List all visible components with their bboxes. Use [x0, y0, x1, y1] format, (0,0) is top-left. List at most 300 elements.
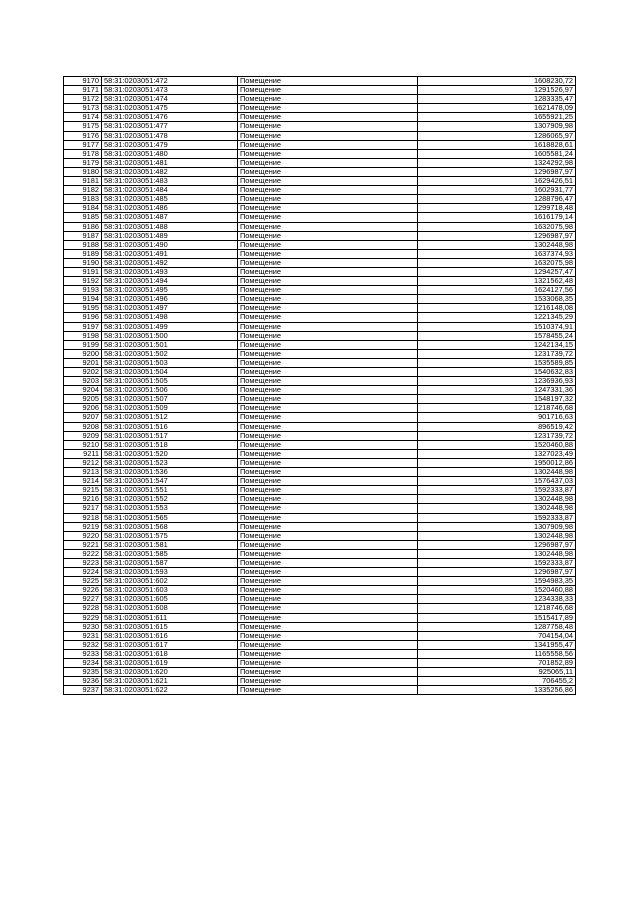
object-type-cell: Помещение [238, 659, 418, 668]
object-type-cell: Помещение [238, 631, 418, 640]
row-number-cell: 9191 [64, 267, 102, 276]
table-row [64, 358, 576, 367]
row-number-cell: 9232 [64, 640, 102, 649]
object-type-cell: Помещение [238, 95, 418, 104]
object-type-cell: Помещение [238, 595, 418, 604]
object-type-cell: Помещение [238, 558, 418, 567]
row-number-cell: 9197 [64, 322, 102, 331]
cadastral-number-cell: 58:31:0203051:502 [102, 349, 238, 358]
row-number-cell: 9172 [64, 95, 102, 104]
table-row [64, 668, 576, 677]
cadastral-value-cell: 706455,2 [418, 677, 576, 686]
object-type-cell: Помещение [238, 377, 418, 386]
row-number-cell: 9179 [64, 158, 102, 167]
table-row [64, 386, 576, 395]
table-row [64, 558, 576, 567]
row-number-cell: 9215 [64, 486, 102, 495]
table-row [64, 568, 576, 577]
row-number-cell: 9174 [64, 113, 102, 122]
object-type-cell: Помещение [238, 86, 418, 95]
table-row [64, 313, 576, 322]
row-number-cell: 9175 [64, 122, 102, 131]
cadastral-value-cell: 1324292,98 [418, 158, 576, 167]
row-number-cell: 9214 [64, 477, 102, 486]
table-row [64, 249, 576, 258]
object-type-cell: Помещение [238, 568, 418, 577]
row-number-cell: 9193 [64, 286, 102, 295]
object-type-cell: Помещение [238, 540, 418, 549]
table-row [64, 331, 576, 340]
table-row [64, 167, 576, 176]
cadastral-number-cell: 58:31:0203051:479 [102, 140, 238, 149]
row-number-cell: 9210 [64, 440, 102, 449]
cadastral-number-cell: 58:31:0203051:499 [102, 322, 238, 331]
table-row [64, 295, 576, 304]
table-row [64, 613, 576, 622]
cadastral-number-cell: 58:31:0203051:602 [102, 577, 238, 586]
cadastral-value-cell: 1231739,72 [418, 431, 576, 440]
row-number-cell: 9224 [64, 568, 102, 577]
cadastral-number-cell: 58:31:0203051:475 [102, 104, 238, 113]
cadastral-number-cell: 58:31:0203051:615 [102, 622, 238, 631]
row-number-cell: 9221 [64, 540, 102, 549]
cadastral-number-cell: 58:31:0203051:568 [102, 522, 238, 531]
cadastral-number-cell: 58:31:0203051:503 [102, 358, 238, 367]
cadastral-number-cell: 58:31:0203051:483 [102, 177, 238, 186]
object-type-cell: Помещение [238, 686, 418, 695]
table-row [64, 368, 576, 377]
cadastral-value-table [63, 76, 576, 695]
table-row [64, 531, 576, 540]
object-type-cell: Помещение [238, 386, 418, 395]
row-number-cell: 9205 [64, 395, 102, 404]
cadastral-number-cell: 58:31:0203051:581 [102, 540, 238, 549]
cadastral-number-cell: 58:31:0203051:593 [102, 568, 238, 577]
cadastral-number-cell: 58:31:0203051:551 [102, 486, 238, 495]
table-row [64, 122, 576, 131]
object-type-cell: Помещение [238, 104, 418, 113]
row-number-cell: 9183 [64, 195, 102, 204]
row-number-cell: 9202 [64, 368, 102, 377]
row-number-cell: 9228 [64, 604, 102, 613]
cadastral-number-cell: 58:31:0203051:520 [102, 449, 238, 458]
row-number-cell: 9226 [64, 586, 102, 595]
object-type-cell: Помещение [238, 149, 418, 158]
row-number-cell: 9188 [64, 240, 102, 249]
row-number-cell: 9195 [64, 304, 102, 313]
object-type-cell: Помещение [238, 295, 418, 304]
table-row [64, 468, 576, 477]
cadastral-value-cell: 1576437,03 [418, 477, 576, 486]
object-type-cell: Помещение [238, 358, 418, 367]
table-row [64, 158, 576, 167]
cadastral-number-cell: 58:31:0203051:518 [102, 440, 238, 449]
table-row [64, 95, 576, 104]
object-type-cell: Помещение [238, 531, 418, 540]
row-number-cell: 9178 [64, 149, 102, 158]
object-type-cell: Помещение [238, 668, 418, 677]
table-row [64, 659, 576, 668]
table-row [64, 195, 576, 204]
cadastral-number-cell: 58:31:0203051:608 [102, 604, 238, 613]
cadastral-value-cell: 1618828,61 [418, 140, 576, 149]
table-row [64, 131, 576, 140]
table-row [64, 440, 576, 449]
object-type-cell: Помещение [238, 440, 418, 449]
row-number-cell: 9200 [64, 349, 102, 358]
cadastral-value-cell: 1234338,33 [418, 595, 576, 604]
object-type-cell: Помещение [238, 368, 418, 377]
object-type-cell: Помещение [238, 158, 418, 167]
cadastral-number-cell: 58:31:0203051:585 [102, 549, 238, 558]
table-row [64, 577, 576, 586]
cadastral-value-cell: 1286065,97 [418, 131, 576, 140]
cadastral-number-cell: 58:31:0203051:498 [102, 313, 238, 322]
object-type-cell: Помещение [238, 586, 418, 595]
cadastral-number-cell: 58:31:0203051:486 [102, 204, 238, 213]
object-type-cell: Помещение [238, 449, 418, 458]
row-number-cell: 9201 [64, 358, 102, 367]
cadastral-value-cell: 1592333,87 [418, 558, 576, 567]
cadastral-number-cell: 58:31:0203051:506 [102, 386, 238, 395]
cadastral-value-cell: 1302448,98 [418, 504, 576, 513]
row-number-cell: 9184 [64, 204, 102, 213]
cadastral-number-cell: 58:31:0203051:472 [102, 77, 238, 86]
cadastral-number-cell: 58:31:0203051:489 [102, 231, 238, 240]
table-row [64, 258, 576, 267]
table-row [64, 677, 576, 686]
cadastral-value-cell: 1231739,72 [418, 349, 576, 358]
object-type-cell: Помещение [238, 649, 418, 658]
object-type-cell: Помещение [238, 504, 418, 513]
cadastral-value-cell: 1624127,56 [418, 286, 576, 295]
object-type-cell: Помещение [238, 122, 418, 131]
table-row [64, 404, 576, 413]
cadastral-value-cell: 1299718,48 [418, 204, 576, 213]
table-row [64, 140, 576, 149]
cadastral-number-cell: 58:31:0203051:478 [102, 131, 238, 140]
table-row [64, 77, 576, 86]
table-row [64, 595, 576, 604]
cadastral-number-cell: 58:31:0203051:491 [102, 249, 238, 258]
cadastral-number-cell: 58:31:0203051:617 [102, 640, 238, 649]
row-number-cell: 9237 [64, 686, 102, 695]
object-type-cell: Помещение [238, 404, 418, 413]
table-row [64, 113, 576, 122]
cadastral-number-cell: 58:31:0203051:485 [102, 195, 238, 204]
table-body [64, 77, 576, 695]
cadastral-number-cell: 58:31:0203051:575 [102, 531, 238, 540]
cadastral-value-cell: 1287758,48 [418, 622, 576, 631]
cadastral-value-cell: 1294257,47 [418, 267, 576, 276]
table-row [64, 349, 576, 358]
cadastral-number-cell: 58:31:0203051:603 [102, 586, 238, 595]
cadastral-number-cell: 58:31:0203051:619 [102, 659, 238, 668]
cadastral-number-cell: 58:31:0203051:488 [102, 222, 238, 231]
cadastral-value-cell: 1291526,97 [418, 86, 576, 95]
table-row [64, 640, 576, 649]
cadastral-value-cell: 1218746,68 [418, 604, 576, 613]
row-number-cell: 9222 [64, 549, 102, 558]
cadastral-value-cell: 1216148,08 [418, 304, 576, 313]
table-row [64, 495, 576, 504]
cadastral-number-cell: 58:31:0203051:477 [102, 122, 238, 131]
table-row [64, 240, 576, 249]
object-type-cell: Помещение [238, 186, 418, 195]
table-row [64, 322, 576, 331]
cadastral-value-cell: 1302448,98 [418, 468, 576, 477]
cadastral-value-cell: 1221345,29 [418, 313, 576, 322]
cadastral-value-cell: 1242134,15 [418, 340, 576, 349]
object-type-cell: Помещение [238, 277, 418, 286]
object-type-cell: Помещение [238, 113, 418, 122]
row-number-cell: 9207 [64, 413, 102, 422]
object-type-cell: Помещение [238, 522, 418, 531]
object-type-cell: Помещение [238, 331, 418, 340]
table-row [64, 431, 576, 440]
object-type-cell: Помещение [238, 431, 418, 440]
cadastral-number-cell: 58:31:0203051:482 [102, 167, 238, 176]
row-number-cell: 9189 [64, 249, 102, 258]
object-type-cell: Помещение [238, 486, 418, 495]
row-number-cell: 9176 [64, 131, 102, 140]
table-row [64, 422, 576, 431]
table-row [64, 604, 576, 613]
cadastral-value-cell: 1165558,56 [418, 649, 576, 658]
table-row [64, 486, 576, 495]
object-type-cell: Помещение [238, 213, 418, 222]
cadastral-value-cell: 1296987,97 [418, 540, 576, 549]
table-row [64, 377, 576, 386]
object-type-cell: Помещение [238, 613, 418, 622]
table-row [64, 304, 576, 313]
object-type-cell: Помещение [238, 458, 418, 467]
row-number-cell: 9234 [64, 659, 102, 668]
cadastral-number-cell: 58:31:0203051:507 [102, 395, 238, 404]
row-number-cell: 9220 [64, 531, 102, 540]
object-type-cell: Помещение [238, 204, 418, 213]
row-number-cell: 9204 [64, 386, 102, 395]
object-type-cell: Помещение [238, 422, 418, 431]
cadastral-number-cell: 58:31:0203051:505 [102, 377, 238, 386]
table-row [64, 277, 576, 286]
row-number-cell: 9181 [64, 177, 102, 186]
object-type-cell: Помещение [238, 349, 418, 358]
row-number-cell: 9203 [64, 377, 102, 386]
table-row [64, 522, 576, 531]
object-type-cell: Помещение [238, 640, 418, 649]
cadastral-value-cell: 1283335,47 [418, 95, 576, 104]
cadastral-value-cell: 1335256,86 [418, 686, 576, 695]
table-row [64, 213, 576, 222]
object-type-cell: Помещение [238, 240, 418, 249]
table-row [64, 286, 576, 295]
cadastral-value-cell: 1247331,36 [418, 386, 576, 395]
object-type-cell: Помещение [238, 340, 418, 349]
table-row [64, 477, 576, 486]
object-type-cell: Помещение [238, 677, 418, 686]
cadastral-number-cell: 58:31:0203051:504 [102, 368, 238, 377]
cadastral-number-cell: 58:31:0203051:517 [102, 431, 238, 440]
cadastral-number-cell: 58:31:0203051:547 [102, 477, 238, 486]
cadastral-value-cell: 1296987,97 [418, 231, 576, 240]
cadastral-value-cell: 701852,89 [418, 659, 576, 668]
cadastral-value-cell: 925065,11 [418, 668, 576, 677]
row-number-cell: 9186 [64, 222, 102, 231]
row-number-cell: 9208 [64, 422, 102, 431]
object-type-cell: Помещение [238, 477, 418, 486]
cadastral-number-cell: 58:31:0203051:523 [102, 458, 238, 467]
table-row [64, 513, 576, 522]
row-number-cell: 9227 [64, 595, 102, 604]
row-number-cell: 9229 [64, 613, 102, 622]
table-row [64, 340, 576, 349]
object-type-cell: Помещение [238, 258, 418, 267]
table-row [64, 177, 576, 186]
table-row [64, 686, 576, 695]
cadastral-number-cell: 58:31:0203051:500 [102, 331, 238, 340]
cadastral-number-cell: 58:31:0203051:553 [102, 504, 238, 513]
cadastral-value-cell: 1533068,35 [418, 295, 576, 304]
cadastral-number-cell: 58:31:0203051:565 [102, 513, 238, 522]
cadastral-value-cell: 1632075,98 [418, 258, 576, 267]
cadastral-value-cell: 1302448,98 [418, 531, 576, 540]
row-number-cell: 9196 [64, 313, 102, 322]
cadastral-value-cell: 1321562,48 [418, 277, 576, 286]
cadastral-number-cell: 58:31:0203051:611 [102, 613, 238, 622]
table-row [64, 649, 576, 658]
table-row [64, 222, 576, 231]
cadastral-number-cell: 58:31:0203051:487 [102, 213, 238, 222]
row-number-cell: 9206 [64, 404, 102, 413]
table-row [64, 622, 576, 631]
cadastral-value-cell: 1605581,24 [418, 149, 576, 158]
row-number-cell: 9199 [64, 340, 102, 349]
table-row [64, 540, 576, 549]
row-number-cell: 9212 [64, 458, 102, 467]
cadastral-value-cell: 1629426,51 [418, 177, 576, 186]
object-type-cell: Помещение [238, 131, 418, 140]
object-type-cell: Помещение [238, 195, 418, 204]
cadastral-value-cell: 1608230,72 [418, 77, 576, 86]
table-row [64, 149, 576, 158]
object-type-cell: Помещение [238, 622, 418, 631]
row-number-cell: 9182 [64, 186, 102, 195]
object-type-cell: Помещение [238, 222, 418, 231]
cadastral-value-cell: 1296987,97 [418, 568, 576, 577]
row-number-cell: 9209 [64, 431, 102, 440]
table-row [64, 549, 576, 558]
cadastral-number-cell: 58:31:0203051:516 [102, 422, 238, 431]
row-number-cell: 9187 [64, 231, 102, 240]
cadastral-number-cell: 58:31:0203051:492 [102, 258, 238, 267]
row-number-cell: 9171 [64, 86, 102, 95]
object-type-cell: Помещение [238, 177, 418, 186]
row-number-cell: 9194 [64, 295, 102, 304]
object-type-cell: Помещение [238, 304, 418, 313]
cadastral-number-cell: 58:31:0203051:481 [102, 158, 238, 167]
cadastral-number-cell: 58:31:0203051:605 [102, 595, 238, 604]
cadastral-value-cell: 1621478,09 [418, 104, 576, 113]
object-type-cell: Помещение [238, 313, 418, 322]
cadastral-number-cell: 58:31:0203051:501 [102, 340, 238, 349]
table-row [64, 231, 576, 240]
row-number-cell: 9233 [64, 649, 102, 658]
table-row [64, 86, 576, 95]
cadastral-value-cell: 1307909,98 [418, 522, 576, 531]
register-sheet [63, 76, 576, 695]
row-number-cell: 9223 [64, 558, 102, 567]
row-number-cell: 9180 [64, 167, 102, 176]
object-type-cell: Помещение [238, 167, 418, 176]
cadastral-value-cell: 1535589,85 [418, 358, 576, 367]
cadastral-number-cell: 58:31:0203051:622 [102, 686, 238, 695]
cadastral-number-cell: 58:31:0203051:587 [102, 558, 238, 567]
cadastral-value-cell: 1578455,24 [418, 331, 576, 340]
table-row [64, 631, 576, 640]
cadastral-number-cell: 58:31:0203051:618 [102, 649, 238, 658]
object-type-cell: Помещение [238, 395, 418, 404]
object-type-cell: Помещение [238, 604, 418, 613]
row-number-cell: 9216 [64, 495, 102, 504]
row-number-cell: 9236 [64, 677, 102, 686]
cadastral-value-cell: 1632075,98 [418, 222, 576, 231]
row-number-cell: 9218 [64, 513, 102, 522]
cadastral-number-cell: 58:31:0203051:494 [102, 277, 238, 286]
cadastral-value-cell: 1950012,86 [418, 458, 576, 467]
row-number-cell: 9170 [64, 77, 102, 86]
table-row [64, 395, 576, 404]
cadastral-value-cell: 896519,42 [418, 422, 576, 431]
row-number-cell: 9185 [64, 213, 102, 222]
table-row [64, 413, 576, 422]
cadastral-value-cell: 1655921,25 [418, 113, 576, 122]
cadastral-number-cell: 58:31:0203051:473 [102, 86, 238, 95]
cadastral-value-cell: 1296987,97 [418, 167, 576, 176]
cadastral-number-cell: 58:31:0203051:512 [102, 413, 238, 422]
cadastral-number-cell: 58:31:0203051:476 [102, 113, 238, 122]
cadastral-number-cell: 58:31:0203051:497 [102, 304, 238, 313]
cadastral-value-cell: 1236936,93 [418, 377, 576, 386]
object-type-cell: Помещение [238, 267, 418, 276]
object-type-cell: Помещение [238, 231, 418, 240]
cadastral-number-cell: 58:31:0203051:490 [102, 240, 238, 249]
object-type-cell: Помещение [238, 286, 418, 295]
row-number-cell: 9192 [64, 277, 102, 286]
cadastral-number-cell: 58:31:0203051:480 [102, 149, 238, 158]
row-number-cell: 9217 [64, 504, 102, 513]
object-type-cell: Помещение [238, 577, 418, 586]
cadastral-number-cell: 58:31:0203051:616 [102, 631, 238, 640]
cadastral-value-cell: 1341955,47 [418, 640, 576, 649]
object-type-cell: Помещение [238, 549, 418, 558]
table-row [64, 267, 576, 276]
row-number-cell: 9173 [64, 104, 102, 113]
row-number-cell: 9225 [64, 577, 102, 586]
cadastral-number-cell: 58:31:0203051:484 [102, 186, 238, 195]
row-number-cell: 9198 [64, 331, 102, 340]
cadastral-value-cell: 1218746,68 [418, 404, 576, 413]
cadastral-number-cell: 58:31:0203051:495 [102, 286, 238, 295]
object-type-cell: Помещение [238, 495, 418, 504]
object-type-cell: Помещение [238, 77, 418, 86]
cadastral-value-cell: 1510374,91 [418, 322, 576, 331]
object-type-cell: Помещение [238, 140, 418, 149]
row-number-cell: 9190 [64, 258, 102, 267]
cadastral-value-cell: 1602931,77 [418, 186, 576, 195]
cadastral-value-cell: 901716,63 [418, 413, 576, 422]
cadastral-number-cell: 58:31:0203051:493 [102, 267, 238, 276]
